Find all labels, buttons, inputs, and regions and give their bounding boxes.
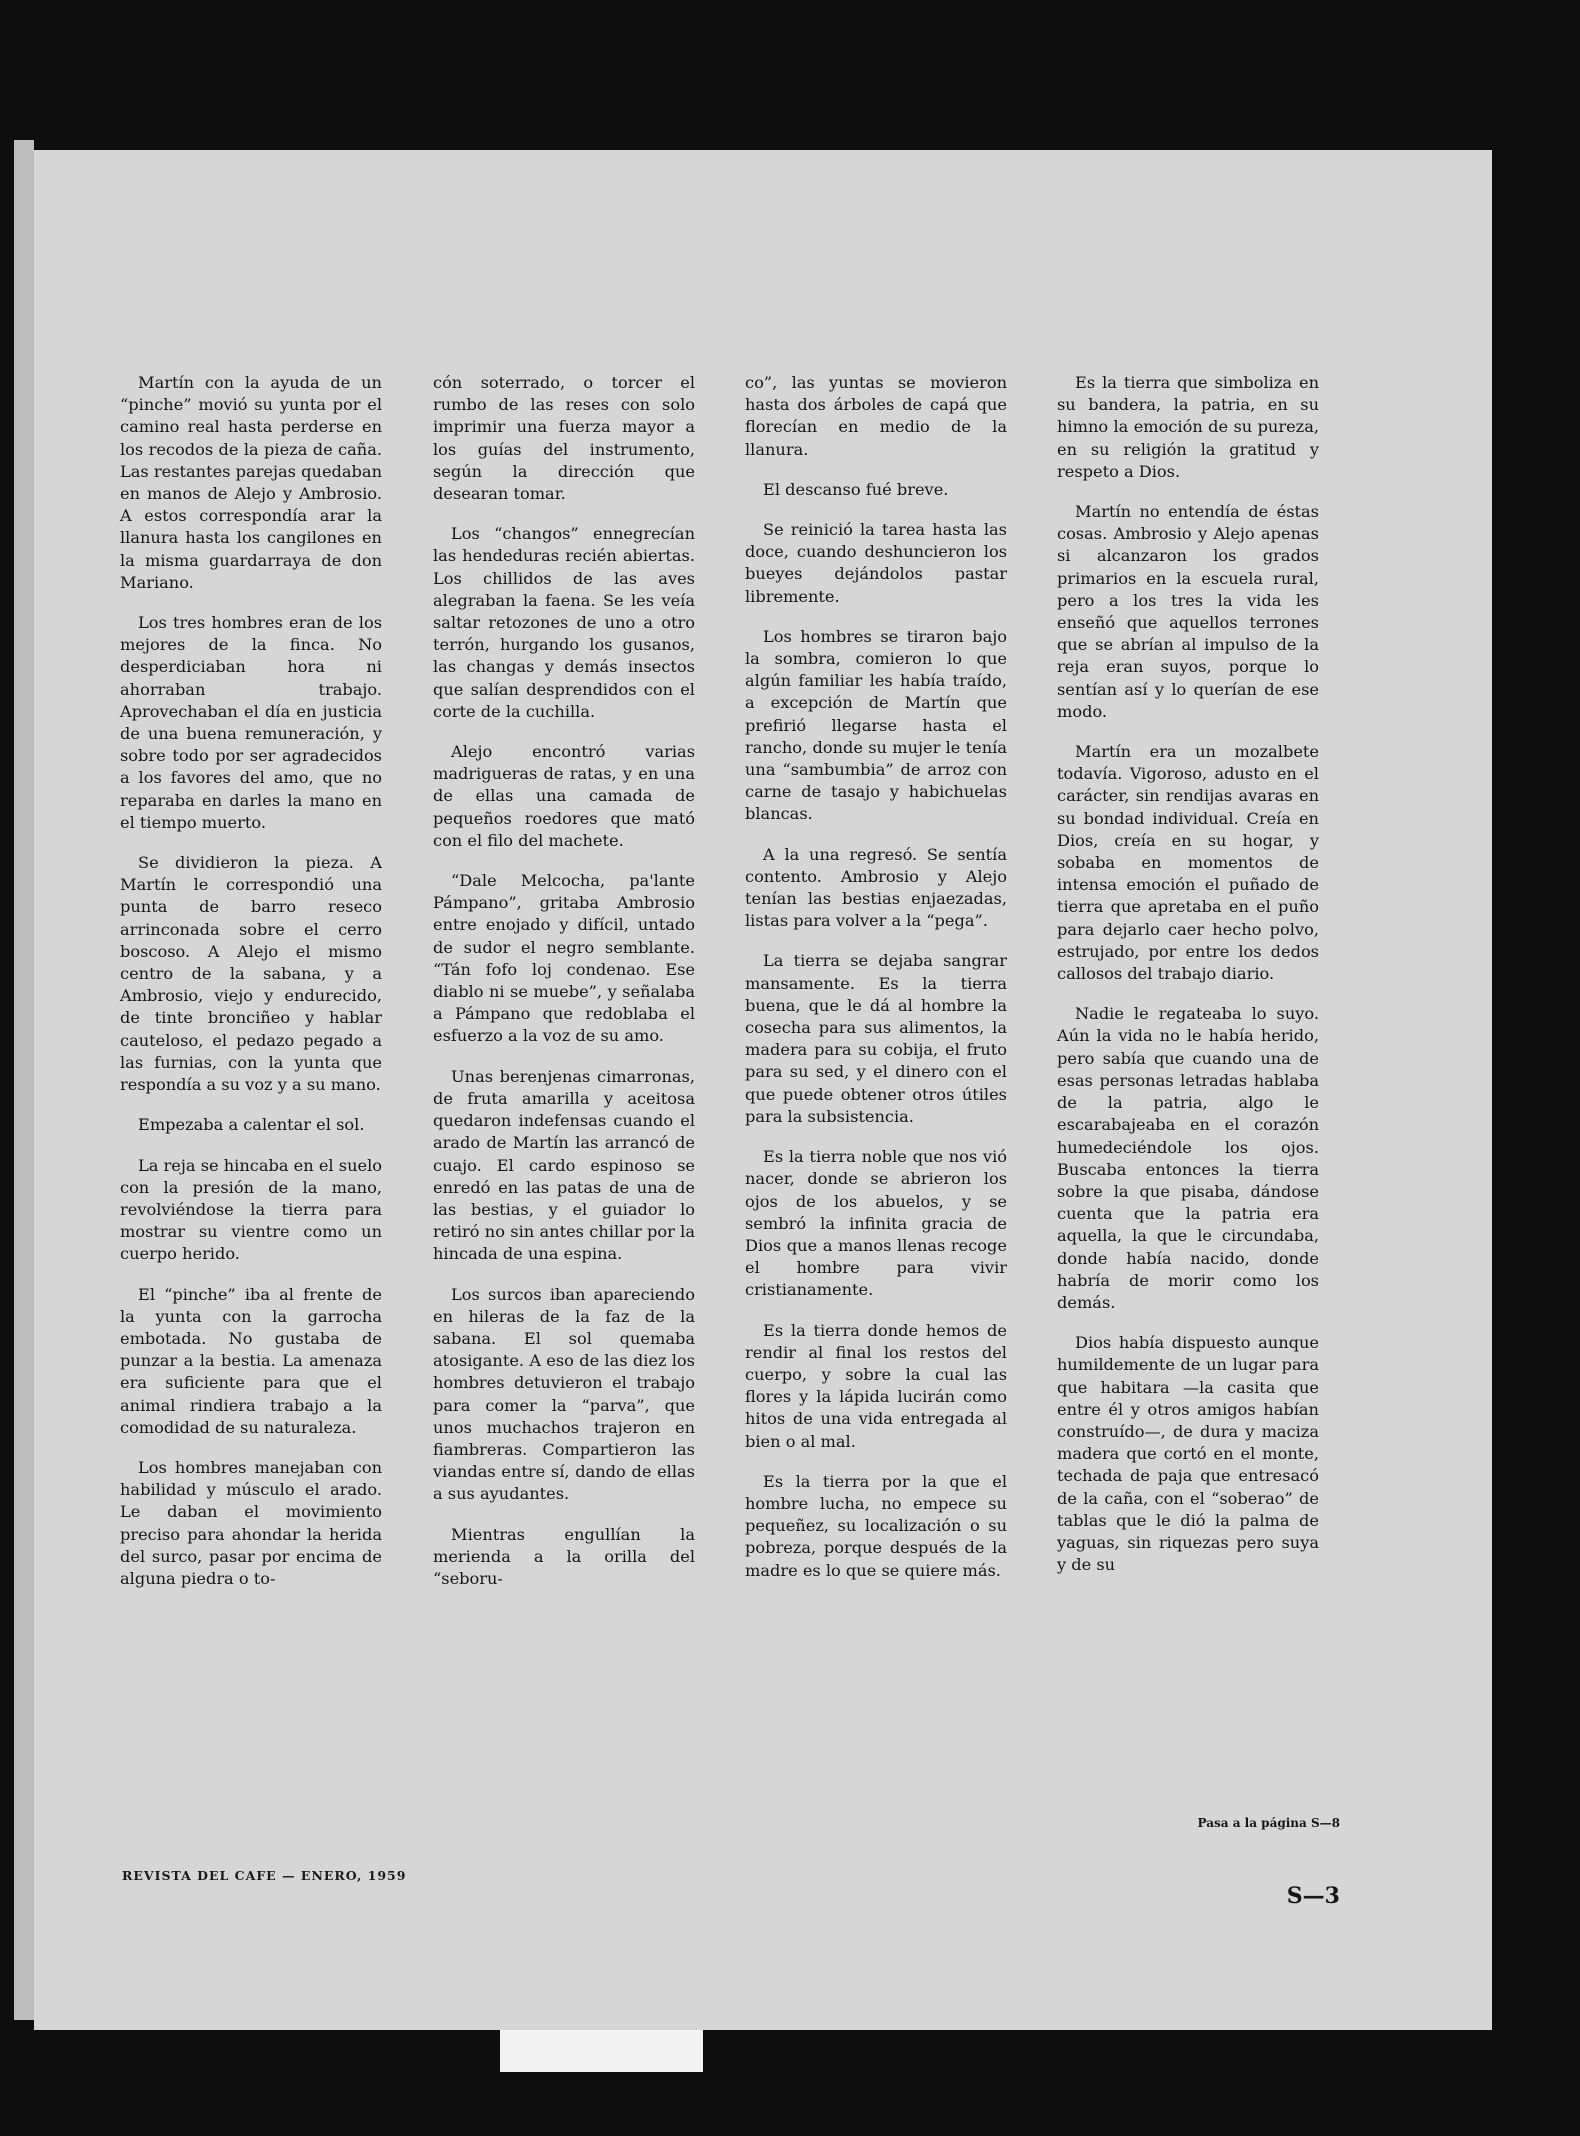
paragraph: El descanso fué breve. bbox=[763, 479, 949, 499]
continued-on-note: Pasa a la página S—8 bbox=[1197, 1816, 1340, 1830]
paragraph: Mientras engullían la merienda a la orilla del “seboru- bbox=[433, 1524, 695, 1588]
paragraph: Los hombres manejaban con habilidad y músculo el arado. Le daban el movimiento preciso para ahondar la herida del surco, pasar por encima de alguna piedra o to- bbox=[120, 1457, 382, 1588]
paragraph: Empezaba a calentar el sol. bbox=[138, 1115, 365, 1135]
paragraph: Se dividieron la pieza. A Martín le correspondió una punta de barro reseco arrinconada sobre el cerro boscoso. A Alejo el mismo centro de la sabana, y a Ambrosio, viejo y endurecido, de tinte bronciñeo y hablar cauteloso, el pedazo pegado a las furnias, con la yunta que respondía a su voz y a su mano. bbox=[120, 853, 382, 1095]
paragraph: Los surcos iban apareciendo en hileras de la faz de la sabana. El sol quemaba atosigante. A eso de las diez los hombres detuvieron el trabajo para comer la “parva”, que unos muchachos trajeron en fiambreras. Compartieron las viandas entre sí, dando de ellas a sus ayudantes. bbox=[433, 1284, 695, 1504]
paragraph: Martín no entendía de éstas cosas. Ambrosio y Alejo apenas si alcanzaron los grados primarios en la escuela rural, pero a los tres la vida les enseñó que aquellos terrones que se abrían al impulso de la reja eran suyos, porque lo sentían así y lo querían de ese modo. bbox=[1057, 502, 1319, 721]
paragraph: Es la tierra noble que nos vió nacer, donde se abrieron los ojos de los abuelos, y se sembró la infinita gracia de Dios que a manos llenas recoge el hombre para vivir cristianamente. bbox=[745, 1147, 1007, 1300]
paragraph: El “pinche” iba al frente de la yunta con la garrocha embotada. No gustaba de punzar a la bestia. La amenaza era suficiente para que el animal rindiera trabajo a la comodidad de su naturaleza. bbox=[120, 1284, 382, 1437]
paragraph: A la una regresó. Se sentía contento. Ambrosio y Alejo tenían las bestias enjaezadas, listas para volver a la “pega”. bbox=[745, 844, 1007, 931]
page-number: S—3 bbox=[1286, 1883, 1340, 1909]
paragraph: Los tres hombres eran de los mejores de la finca. No desperdiciaban hora ni ahorraban trabajo. Aprovechaban el día en justicia de una buena remuneración, y sobre todo por ser agradecidos a los favores del amo, que no reparaba en darles la mano en el tiempo muerto. bbox=[120, 613, 382, 832]
paragraph: Alejo encontró varias madrigueras de ratas, y en una de ellas una camada de pequeños roedores que mató con el filo del machete. bbox=[433, 742, 695, 850]
text-column-3 bbox=[745, 372, 1007, 1600]
paragraph: Unas berenjenas cimarronas, de fruta amarilla y aceitosa quedaron indefensas cuando el arado de Martín las arrancó de cuajo. El cardo espinoso se enredó en las patas de una de las bestias, y el guiador lo retiró no sin antes chillar por la hincada de una espina. bbox=[433, 1066, 695, 1264]
paragraph: Los “changos” ennegrecían las hendeduras recién abiertas. Los chillidos de las aves alegraban la faena. Se les veía saltar retozones de uno a otro terrón, hurgando los gusanos, las changas y demás insectos que salían desprendidos con el corte de la cuchilla. bbox=[433, 524, 695, 721]
paragraph: Es la tierra donde hemos de rendir al final los restos del cuerpo, y sobre la cual las flores y la lápida lucirán como hitos de una vida entregada al bien o al mal. bbox=[745, 1320, 1007, 1451]
paragraph: Se reinició la tarea hasta las doce, cuando deshuncieron los bueyes dejándolos pastar libremente. bbox=[745, 520, 1007, 606]
paragraph: La tierra se dejaba sangrar mansamente. Es la tierra buena, que le dá al hombre la cosecha para sus alimentos, la madera para su cobija, el fruto para su sed, y el dinero con el que puede obtener otros útiles para la subsistencia. bbox=[745, 951, 1007, 1126]
text-column-4 bbox=[1057, 372, 1319, 1594]
paragraph: Los hombres se tiraron bajo la sombra, comieron lo que algún familiar les había traído, a excepción de Martín que prefirió llegarse hasta el rancho, donde su mujer le tenía una “sambumbia” de arroz con carne de tasajo y habichuelas blancas. bbox=[745, 626, 1007, 824]
paragraph: Martín con la ayuda de un “pinche” movió su yunta por el camino real hasta perderse en los recodos de la pieza de caña. Las restantes parejas quedaban en manos de Alejo y Ambrosio. A estos correspondía arar la llanura hasta los cangilones en la misma guardarraya de don Mariano. bbox=[120, 373, 382, 592]
paragraph: Martín era un mozalbete todavía. Vigoroso, adusto en el carácter, sin rendijas avaras en su bondad individual. Creía en Dios, creía en su hogar, y sobaba en momentos de intensa emoción el puñado de tierra que apretaba en el puño para dejarlo caer hecho polvo, estrujado, por entre los dedos callosos del trabajo diario. bbox=[1057, 742, 1319, 984]
text-column-2 bbox=[433, 372, 695, 1608]
text-column-1 bbox=[120, 372, 382, 1608]
paragraph: “Dale Melcocha, pa'lante Pámpano”, gritaba Ambrosio entre enojado y difícil, untado de sudor el negro semblante. “Tán fofo loj condenao. Ese diablo ni se muebe”, y señalaba a Pámpano que redoblaba el esfuerzo a la voz de su amo. bbox=[433, 871, 695, 1046]
blank-label-strip bbox=[500, 2030, 703, 2072]
paragraph: cón soterrado, o torcer el rumbo de las reses con solo imprimir una fuerza mayor a los guías del instrumento, según la dirección que desearan tomar. bbox=[433, 373, 695, 504]
paragraph: Nadie le regateaba lo suyo. Aún la vida no le había herido, pero sabía que cuando una de esas personas letradas hablaba de la patria, algo le escarabajeaba en el corazón humedeciéndole los ojos. Buscaba entonces la tierra sobre la que pisaba, dándose cuenta que la patria era aquella, la que le circundaba, donde había nacido, donde habría de morir como los demás. bbox=[1057, 1004, 1319, 1312]
paragraph: Es la tierra que simboliza en su bandera, la patria, en su himno la emoción de su pureza, en su religión la gratitud y respeto a Dios. bbox=[1057, 373, 1319, 481]
page-spine-edge bbox=[14, 140, 34, 2020]
publication-footer: REVISTA DEL CAFE — ENERO, 1959 bbox=[122, 1868, 407, 1883]
paragraph: co”, las yuntas se movieron hasta dos árboles de capá que florecían en medio de la llanura. bbox=[745, 373, 1007, 459]
paragraph: La reja se hincaba en el suelo con la presión de la mano, revolviéndose la tierra para mostrar su vientre como un cuerpo herido. bbox=[120, 1155, 382, 1264]
paragraph: Es la tierra por la que el hombre lucha, no empece su pequeñez, su localización o su pobreza, porque después de la madre es lo que se quiere más. bbox=[745, 1471, 1007, 1580]
paragraph: Dios había dispuesto aunque humildemente de un lugar para que habitara —la casita que entre él y otros amigos habían construído—, de dura y maciza madera que cortó en el monte, techada de paja que entresacó de la caña, con el “soberao” de tablas que le dió la palma de yaguas, sin riquezas pero suya y de su bbox=[1057, 1333, 1319, 1575]
